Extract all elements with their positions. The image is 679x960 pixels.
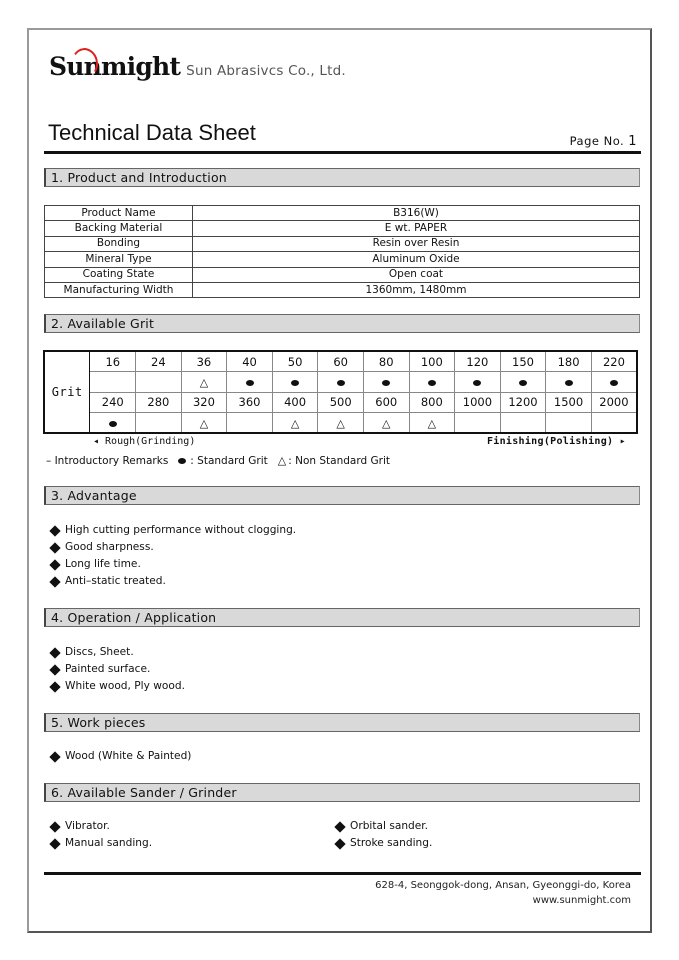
standard-dot-icon <box>428 380 436 386</box>
grit-availability-cell <box>409 413 455 434</box>
grit-legend <box>46 454 390 467</box>
table-row: Bonding Resin over Resin <box>45 236 640 251</box>
standard-dot-icon <box>519 380 527 386</box>
grit-availability-cell <box>546 372 592 393</box>
grit-size-row-1 <box>44 351 637 372</box>
rough-grinding-label: ◂ Rough(Grinding) <box>93 436 196 447</box>
non-standard-triangle-icon: △ <box>382 416 391 430</box>
diamond-bullet-icon <box>49 751 60 762</box>
grit-size-cell: 1500 <box>546 392 592 413</box>
page-number: Page No. 1 <box>569 134 637 149</box>
standard-dot-icon <box>610 380 618 386</box>
section-header-workpieces: 5. Work pieces <box>44 713 640 732</box>
non-standard-triangle-icon: △ <box>427 416 437 430</box>
table-row: Coating State Open coat <box>45 267 640 282</box>
table-row: Mineral Type Aluminum Oxide <box>45 252 640 267</box>
grit-size-cell: 1000 <box>455 392 501 413</box>
grit-size-cell: 60 <box>318 351 364 372</box>
diamond-bullet-icon <box>334 838 345 849</box>
company-name: Sun Abrasivcs Co., Ltd. <box>186 63 346 79</box>
company-address: 628-4, Seonggok-dong, Ansan, Gyeonggi-do, Korea <box>375 880 631 891</box>
grit-size-cell: 50 <box>272 351 318 372</box>
grit-size-cell: 400 <box>272 392 318 413</box>
grit-mark-row-1 <box>44 372 637 393</box>
title-divider <box>44 151 641 154</box>
footer-contact <box>375 878 631 908</box>
grit-size-cell: 40 <box>227 351 273 372</box>
grit-table <box>43 350 638 434</box>
diamond-bullet-icon <box>334 821 345 832</box>
list-item: Orbital sander. <box>335 818 432 835</box>
non-standard-triangle-icon: △ <box>199 375 209 389</box>
finishing-polishing-label: Finishing(Polishing) ▸ <box>486 436 626 447</box>
grit-availability-cell <box>500 372 546 393</box>
grit-size-cell: 320 <box>181 392 227 413</box>
footer-divider <box>44 872 641 875</box>
standard-label: : Standard Grit <box>190 454 268 467</box>
diamond-bullet-icon <box>49 821 60 832</box>
grit-size-cell: 800 <box>409 392 455 413</box>
grit-label: Grit <box>44 351 90 433</box>
list-item: Long life time. <box>50 556 296 573</box>
standard-dot-icon <box>291 380 299 386</box>
non-standard-triangle-icon: △ <box>277 454 287 467</box>
logo-brand: Sunmight <box>49 52 180 81</box>
grit-size-cell: 180 <box>546 351 592 372</box>
grit-availability-cell <box>591 413 637 434</box>
product-table <box>44 205 640 298</box>
diamond-bullet-icon <box>49 576 60 587</box>
advantage-list <box>50 522 296 590</box>
list-item: Painted surface. <box>50 661 185 678</box>
sander-list-right <box>335 818 432 852</box>
grit-availability-cell <box>272 413 318 434</box>
non-standard-label: : Non Standard Grit <box>288 454 390 467</box>
grit-size-row-2 <box>44 392 637 413</box>
grit-size-cell: 220 <box>591 351 637 372</box>
operation-list <box>50 644 185 695</box>
section-header-sander: 6. Available Sander / Grinder <box>44 783 640 802</box>
company-logo <box>49 52 346 84</box>
grit-availability-cell <box>136 372 182 393</box>
section-header-operation: 4. Operation / Application <box>44 608 640 627</box>
diamond-bullet-icon <box>49 838 60 849</box>
grit-availability-cell <box>318 413 364 434</box>
grit-size-cell: 500 <box>318 392 364 413</box>
section-header-advantage: 3. Advantage <box>44 486 640 505</box>
grit-availability-cell <box>227 372 273 393</box>
list-item: Vibrator. <box>50 818 152 835</box>
grit-size-cell: 16 <box>90 351 136 372</box>
grit-size-cell: 100 <box>409 351 455 372</box>
table-row: Manufacturing Width 1360mm, 1480mm <box>45 282 640 297</box>
grit-availability-cell <box>500 413 546 434</box>
grit-availability-cell <box>90 372 136 393</box>
list-item: Manual sanding. <box>50 835 152 852</box>
section-header-grit: 2. Available Grit <box>44 314 640 333</box>
list-item: Wood (White & Painted) <box>50 748 191 765</box>
document-page <box>27 28 652 933</box>
diamond-bullet-icon <box>49 647 60 658</box>
grit-size-cell: 80 <box>363 351 409 372</box>
remarks-intro: – Introductory Remarks <box>46 454 169 467</box>
list-item: High cutting performance without clogging. <box>50 522 296 539</box>
standard-dot-icon <box>565 380 573 386</box>
non-standard-triangle-icon: △ <box>290 416 300 430</box>
grit-availability-cell <box>181 413 227 434</box>
list-item: Good sharpness. <box>50 539 296 556</box>
diamond-bullet-icon <box>49 681 60 692</box>
grit-availability-cell <box>181 372 227 393</box>
grit-size-cell: 280 <box>136 392 182 413</box>
table-row: Backing Material E wt. PAPER <box>45 221 640 236</box>
grit-size-cell: 24 <box>136 351 182 372</box>
grit-mark-row-2 <box>44 413 637 434</box>
diamond-bullet-icon <box>49 542 60 553</box>
grit-availability-cell <box>455 413 501 434</box>
diamond-bullet-icon <box>49 525 60 536</box>
grit-size-cell: 150 <box>500 351 546 372</box>
standard-dot-icon <box>109 421 117 427</box>
standard-dot-icon <box>473 380 481 386</box>
non-standard-triangle-icon: △ <box>336 416 345 430</box>
standard-dot-icon <box>382 380 390 386</box>
section-header-product: 1. Product and Introduction <box>44 168 640 187</box>
standard-dot-icon <box>337 380 345 386</box>
sander-list-left <box>50 818 152 852</box>
non-standard-triangle-icon: △ <box>199 416 209 430</box>
grit-size-cell: 600 <box>363 392 409 413</box>
grit-availability-cell <box>227 413 273 434</box>
grit-availability-cell <box>90 413 136 434</box>
grit-size-cell: 120 <box>455 351 501 372</box>
diamond-bullet-icon <box>49 664 60 675</box>
grit-availability-cell <box>363 372 409 393</box>
grit-availability-cell <box>591 372 637 393</box>
grit-size-cell: 2000 <box>591 392 637 413</box>
grit-availability-cell <box>455 372 501 393</box>
grit-size-cell: 1200 <box>500 392 546 413</box>
grit-availability-cell <box>546 413 592 434</box>
list-item: White wood, Ply wood. <box>50 678 185 695</box>
list-item: Anti–static treated. <box>50 573 296 590</box>
standard-dot-icon <box>178 458 186 464</box>
grit-size-cell: 240 <box>90 392 136 413</box>
grit-availability-cell <box>272 372 318 393</box>
grit-availability-cell <box>363 413 409 434</box>
grit-availability-cell <box>318 372 364 393</box>
table-row: Product Name B316(W) <box>45 206 640 221</box>
grit-size-cell: 36 <box>181 351 227 372</box>
page-title: Technical Data Sheet <box>48 120 256 145</box>
workpieces-list <box>50 748 191 765</box>
grit-availability-cell <box>409 372 455 393</box>
standard-dot-icon <box>246 380 254 386</box>
grit-size-cell: 360 <box>227 392 273 413</box>
list-item: Discs, Sheet. <box>50 644 185 661</box>
diamond-bullet-icon <box>49 559 60 570</box>
grit-availability-cell <box>136 413 182 434</box>
list-item: Stroke sanding. <box>335 835 432 852</box>
company-website: www.sunmight.com <box>532 895 631 906</box>
